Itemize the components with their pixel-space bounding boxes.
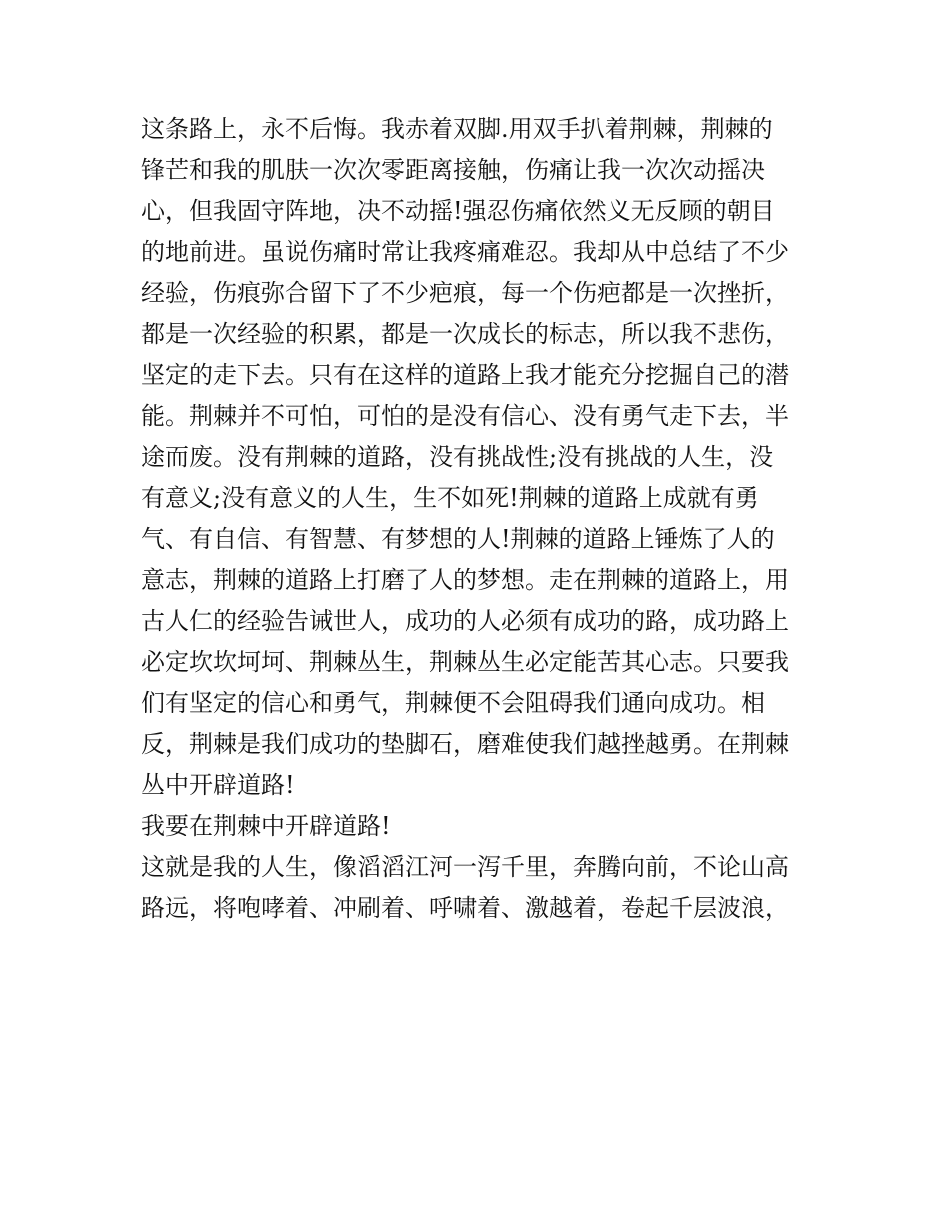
text-line-14: 必定坎坎坷坷、荆棘丛生，荆棘丛生必定能苦其心志。只要我 — [141, 648, 789, 676]
text-line-11: 气、有自信、有智慧、有梦想的人!荆棘的道路上锤炼了人的 — [141, 525, 775, 553]
text-line-17: 丛中开辟道路! — [141, 771, 295, 799]
text-line-18: 我要在荆棘中开辟道路! — [141, 812, 391, 840]
text-line-15: 们有坚定的信心和勇气，荆棘便不会阻碍我们通向成功。相 — [141, 689, 765, 717]
text-line-12: 意志，荆棘的道路上打磨了人的梦想。走在荆棘的道路上，用 — [141, 566, 789, 594]
text-line-6: 都是一次经验的积累，都是一次成长的标志，所以我不悲伤， — [141, 320, 789, 348]
text-line-1: 这条路上，永不后悔。我赤着双脚.用双手扒着荆棘，荆棘的 — [141, 115, 773, 143]
text-line-3: 心，但我固守阵地，决不动摇!强忍伤痛依然义无反顾的朝目 — [141, 197, 775, 225]
text-line-7: 坚定的走下去。只有在这样的道路上我才能充分挖掘自己的潜 — [141, 361, 789, 389]
text-line-16: 反，荆棘是我们成功的垫脚石，磨难使我们越挫越勇。在荆棘 — [141, 730, 789, 758]
text-line-10: 有意义;没有意义的人生，生不如死!荆棘的道路上成就有勇 — [141, 484, 759, 512]
text-line-9: 途而废。没有荆棘的道路，没有挑战性;没有挑战的人生，没 — [141, 443, 774, 471]
text-line-2: 锋芒和我的肌肤一次次零距离接触，伤痛让我一次次动摇决 — [141, 156, 765, 184]
text-line-13: 古人仁的经验告诫世人，成功的人必须有成功的路，成功路上 — [141, 607, 789, 635]
text-line-4: 的地前进。虽说伤痛时常让我疼痛难忍。我却从中总结了不少 — [141, 238, 789, 266]
text-line-20: 路远，将咆哮着、冲刷着、呼啸着、激越着，卷起千层波浪， — [141, 894, 789, 922]
text-line-19: 这就是我的人生，像滔滔江河一泻千里，奔腾向前，不论山高 — [141, 853, 789, 881]
text-line-8: 能。荆棘并不可怕，可怕的是没有信心、没有勇气走下去，半 — [141, 402, 789, 430]
body-text — [141, 109, 821, 929]
text-line-5: 经验，伤痕弥合留下了不少疤痕，每一个伤疤都是一次挫折， — [141, 279, 789, 307]
